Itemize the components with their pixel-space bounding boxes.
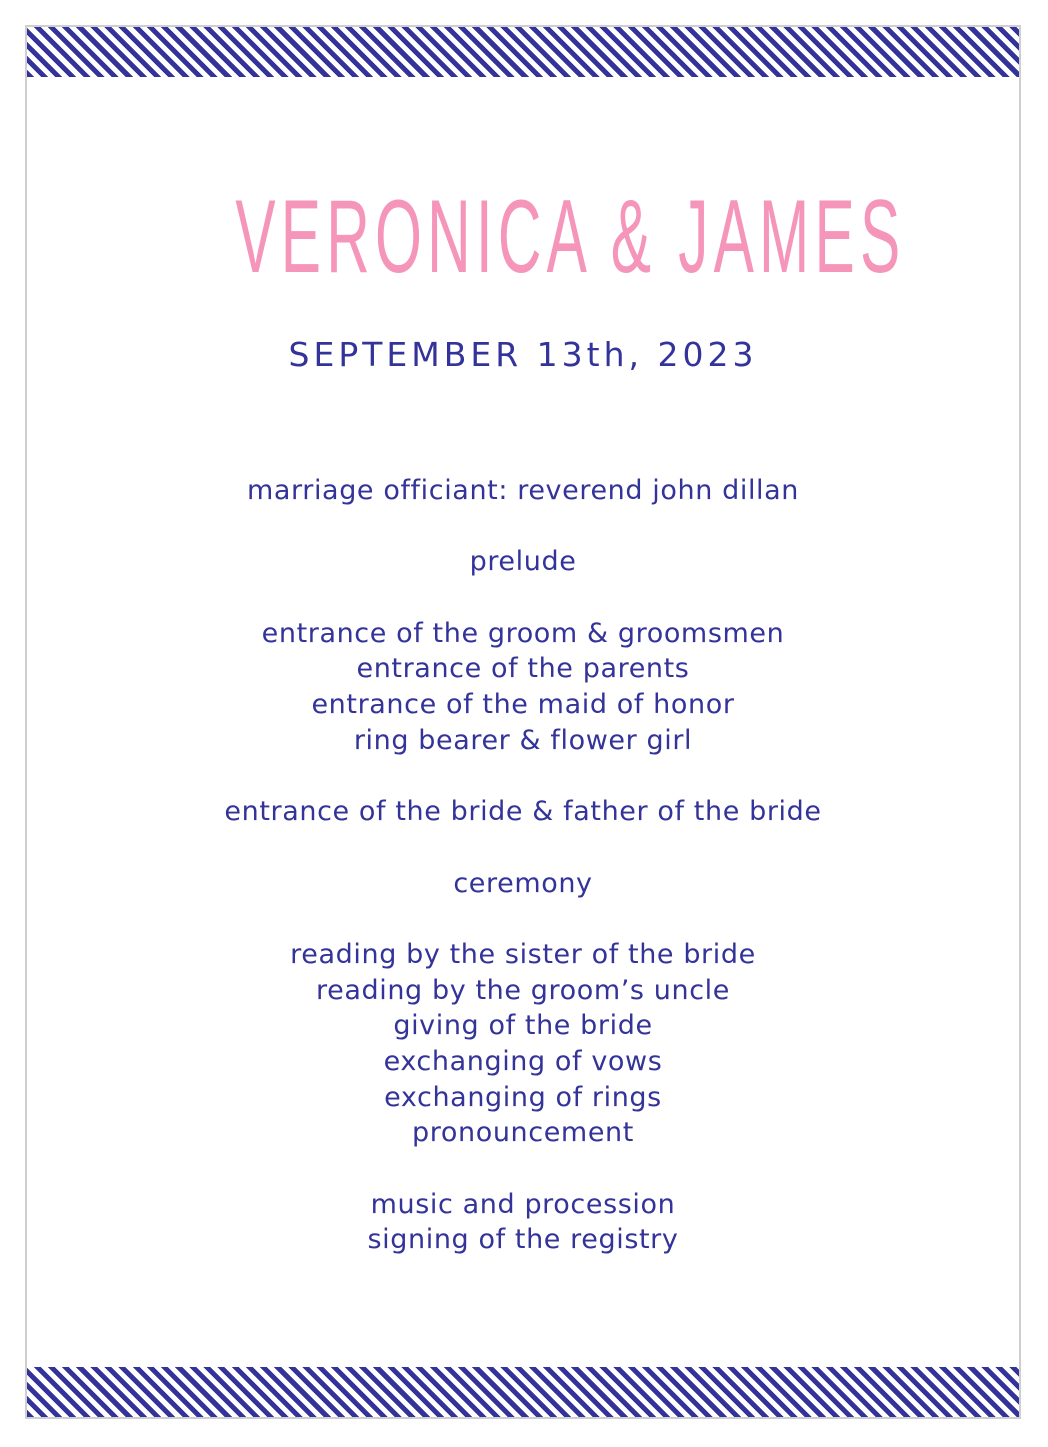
- program-line: entrance of the groom & groomsmen: [261, 617, 785, 649]
- program-line: music and procession: [370, 1188, 676, 1220]
- program-line: entrance of the bride & father of the bride: [224, 796, 822, 828]
- program-spacer: [27, 759, 1019, 795]
- program-line: entrance of the maid of honor: [311, 689, 735, 721]
- program-spacer: [27, 1151, 1019, 1187]
- program-spacer: [27, 509, 1019, 545]
- wedding-program-card: [25, 25, 1021, 1419]
- bottom-stripe-border: [27, 1367, 1019, 1417]
- program-line: exchanging of vows: [383, 1046, 663, 1077]
- program-line: ceremony: [453, 867, 593, 899]
- program-line: reading by the sister of the bride: [290, 938, 756, 970]
- program-line: signing of the registry: [367, 1224, 679, 1256]
- wedding-date: SEPTEMBER 13th, 2023: [288, 335, 758, 374]
- program-spacer: [27, 580, 1019, 616]
- program-line: giving of the bride: [393, 1010, 653, 1042]
- program-spacer: [27, 830, 1019, 866]
- program-line: prelude: [469, 546, 577, 578]
- program-line: reading by the groom’s uncle: [316, 974, 730, 1006]
- program-line: exchanging of rings: [384, 1081, 662, 1113]
- program-spacer: [27, 901, 1019, 937]
- program-line: entrance of the parents: [356, 653, 690, 685]
- top-stripe-border: [27, 27, 1019, 77]
- program-line: pronouncement: [412, 1117, 634, 1149]
- program-line: marriage officiant: reverend john dillan: [246, 475, 800, 506]
- program-line: ring bearer & flower girl: [353, 724, 693, 756]
- program-list: [27, 473, 1019, 1258]
- couple-names-title: VERONICA & JAMES: [235, 179, 906, 295]
